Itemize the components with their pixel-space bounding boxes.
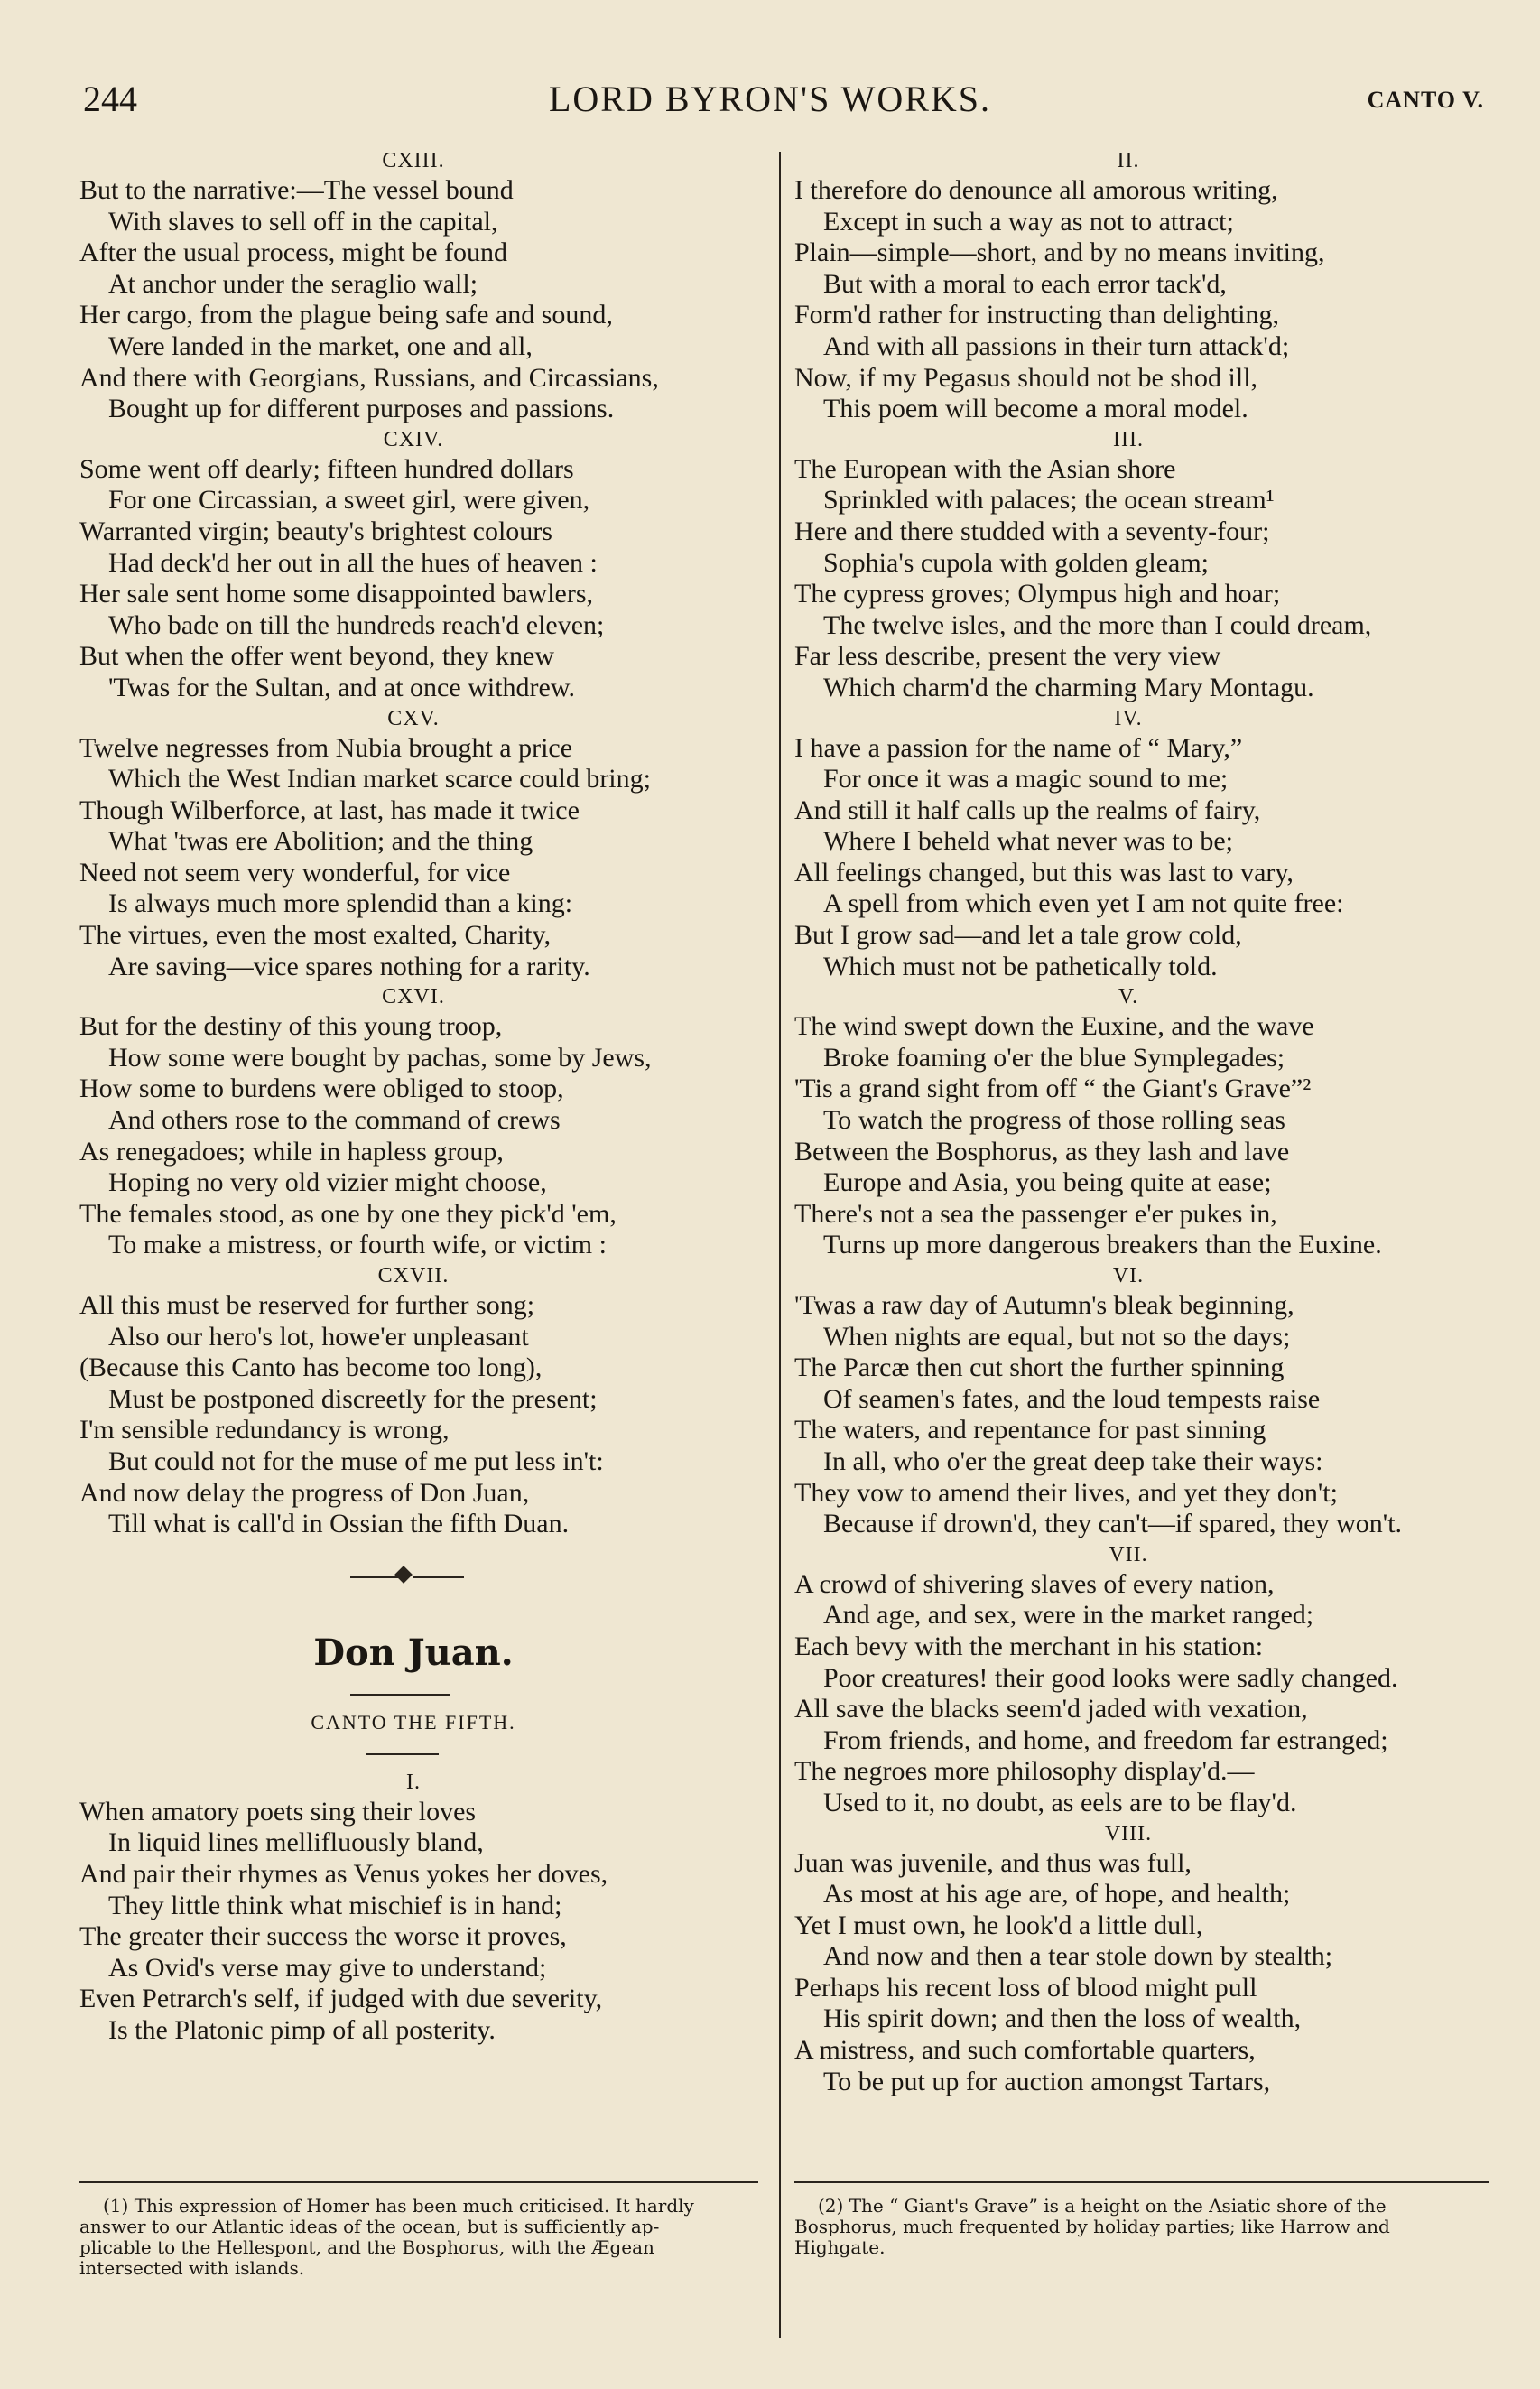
stanza-number: CXIII. — [382, 149, 445, 172]
verse-line: Though Wilberforce, at last, has made it twice — [79, 795, 580, 825]
verse-line: I therefore do denounce all amorous writing, — [794, 175, 1278, 205]
ornamental-divider — [79, 1540, 784, 1622]
verse-line: Twelve negresses from Nubia brought a price — [79, 732, 573, 763]
heading-rule — [366, 1753, 439, 1755]
verse-line: At anchor under the seraglio wall; — [108, 268, 478, 299]
verse-line: All this must be reserved for further song; — [79, 1290, 535, 1320]
stanza — [794, 1540, 1498, 1819]
footnote-line: (1) This expression of Homer has been much criticised. It hardly — [103, 2195, 694, 2217]
footnote-line: Bosphorus, much frequented by holiday parties; like Harrow and — [794, 2216, 1390, 2237]
verse-line: Some went off dearly; fifteen hundred dollars — [79, 453, 574, 484]
verse-line: Are saving—vice spares nothing for a rarity. — [108, 951, 590, 981]
verse-line: Which the West Indian market scarce could bring; — [108, 764, 651, 795]
verse-line: The European with the Asian shore — [794, 453, 1176, 484]
verse-line: What 'twas ere Abolition; and the thing — [108, 826, 533, 857]
verse-line: And now delay the progress of Don Juan, — [79, 1477, 530, 1508]
verse-line: Used to it, no doubt, as eels are to be flay'd. — [823, 1787, 1297, 1817]
verse-line: In all, who o'er the great deep take their ways: — [823, 1445, 1323, 1476]
verse-line: Is always much more splendid than a king: — [108, 888, 573, 919]
verse-line: The cypress groves; Olympus high and hoar; — [794, 579, 1281, 609]
verse-line: Broke foaming o'er the blue Symplegades; — [823, 1042, 1285, 1073]
verse-line: The negroes more philosophy display'd.— — [794, 1756, 1255, 1787]
verse-line: 'Twas a raw day of Autumn's bleak beginning, — [794, 1290, 1294, 1320]
footnote-left — [79, 2196, 765, 2279]
verse-line: The females stood, as one by one they pick'd 'em, — [79, 1198, 617, 1229]
verse-line: Hoping no very old vizier might choose, — [108, 1167, 547, 1198]
verse-line: All feelings changed, but this was last to vary, — [794, 857, 1294, 888]
verse-line: There's not a sea the passenger e'er pukes in, — [794, 1198, 1277, 1229]
verse-line: When amatory poets sing their loves — [79, 1796, 477, 1827]
verse-line: His spirit down; and then the loss of wealth, — [823, 2003, 1302, 2034]
verse-line: From friends, and home, and freedom far estranged; — [823, 1724, 1388, 1755]
stanza — [794, 1261, 1498, 1540]
verse-line: Need not seem very wonderful, for vice — [79, 857, 511, 888]
stanza — [79, 982, 784, 1261]
verse-line: The wind swept down the Euxine, and the wave — [794, 1011, 1314, 1042]
footnote-right — [794, 2196, 1498, 2258]
verse-line: Is the Platonic pimp of all posterity. — [108, 2014, 496, 2045]
stanza — [794, 982, 1498, 1261]
stanza-number: CXVII. — [377, 1264, 450, 1287]
verse-line: A spell from which even yet I am not quite free: — [823, 888, 1344, 919]
verse-line: They vow to amend their lives, and yet they don't; — [794, 1477, 1338, 1508]
verse-line: When nights are equal, but not so the days; — [823, 1321, 1291, 1352]
verse-line: To watch the progress of those rolling seas — [823, 1105, 1285, 1136]
verse-line: Where I beheld what never was to be; — [823, 826, 1233, 857]
verse-line: Form'd rather for instructing than delighting, — [794, 300, 1279, 330]
verse-line: (Because this Canto has become too long), — [79, 1353, 543, 1383]
verse-line: Which charm'd the charming Mary Montagu. — [823, 672, 1314, 702]
verse-line: But when the offer went beyond, they knew — [79, 641, 554, 672]
verse-line: Plain—simple—short, and by no means inviting, — [794, 237, 1325, 268]
verse-line: Juan was juvenile, and thus was full, — [794, 1847, 1192, 1878]
verse-line: Of seamen's fates, and the loud tempests raise — [823, 1383, 1321, 1414]
right-column — [794, 146, 1498, 2097]
verse-line: Bought up for different purposes and passions. — [108, 394, 615, 424]
stanza-number: CXIV. — [383, 427, 444, 451]
stanza — [79, 1768, 784, 2047]
verse-line: But could not for the muse of me put less in't: — [108, 1445, 604, 1476]
stanza-number: II. — [1117, 149, 1140, 172]
verse-line: Must be postponed discreetly for the present; — [108, 1383, 598, 1414]
verse-line: After the usual process, might be found — [79, 237, 508, 268]
canto-heading: CANTO THE FIFTH. — [311, 1710, 516, 1734]
verse-line: A mistress, and such comfortable quarters, — [794, 2035, 1256, 2066]
stanza-number: VIII. — [1104, 1821, 1153, 1845]
verse-line: But with a moral to each error tack'd, — [823, 268, 1227, 299]
verse-line: Europe and Asia, you being quite at ease; — [823, 1167, 1272, 1198]
stanza — [794, 1819, 1498, 2098]
verse-line: In liquid lines mellifluously bland, — [108, 1827, 484, 1858]
stanza — [794, 425, 1498, 704]
stanza — [79, 425, 784, 704]
footnote-line: answer to our Atlantic ideas of the ocean, but is sufficiently ap- — [79, 2216, 660, 2237]
footnote-line: intersected with islands. — [79, 2257, 305, 2279]
poem-title: Don Juan. — [313, 1631, 514, 1674]
footnote-rule-left — [79, 2181, 758, 2183]
stanza-number: IV. — [1114, 706, 1143, 730]
verse-line: The Parcæ then cut short the further spinning — [794, 1353, 1285, 1383]
verse-line: The virtues, even the most exalted, Charity, — [79, 920, 552, 951]
verse-line: Poor creatures! their good looks were sadly changed. — [823, 1662, 1398, 1693]
stanza — [794, 146, 1498, 425]
left-column — [79, 146, 784, 2047]
verse-line: Here and there studded with a seventy-four; — [794, 516, 1270, 546]
stanza-number: CXV. — [387, 706, 440, 730]
verse-line: Her sale sent home some disappointed bawlers, — [79, 579, 594, 609]
stanza — [79, 146, 784, 425]
footnote-line: (2) The “ Giant's Grave” is a height on the Asiatic shore of the — [818, 2195, 1387, 2217]
verse-line: To be put up for auction amongst Tartars, — [823, 2066, 1271, 2096]
verse-line: Who bade on till the hundreds reach'd eleven; — [108, 609, 605, 640]
verse-line: The twelve isles, and the more than I could dream, — [823, 609, 1372, 640]
stanza-number: V. — [1118, 985, 1139, 1009]
stanza-number: VI. — [1112, 1264, 1145, 1287]
verse-line: Between the Bosphorus, as they lash and lave — [794, 1136, 1290, 1167]
verse-line: And there with Georgians, Russians, and Circassians, — [79, 362, 659, 393]
verse-line: As Ovid's verse may give to understand; — [108, 1952, 547, 1983]
verse-line: Sophia's cupola with golden gleam; — [823, 547, 1210, 578]
verse-line: But I grow sad—and let a tale grow cold, — [794, 920, 1242, 951]
page-number: 244 — [83, 79, 137, 119]
verse-line: To make a mistress, or fourth wife, or victim : — [108, 1230, 607, 1260]
verse-line: But for the destiny of this young troop, — [79, 1011, 503, 1042]
verse-line: And now and then a tear stole down by stealth; — [823, 1941, 1333, 1972]
verse-line: Sprinkled with palaces; the ocean stream¹ — [823, 485, 1275, 516]
stanza — [794, 704, 1498, 983]
right-stanzas — [794, 146, 1498, 2097]
verse-line: A crowd of shivering slaves of every nation, — [794, 1568, 1275, 1599]
verse-line: Which must not be pathetically told. — [823, 951, 1218, 981]
verse-line: They little think what mischief is in hand; — [108, 1890, 562, 1920]
verse-line: Were landed in the market, one and all, — [108, 330, 533, 361]
verse-line: Her cargo, from the plague being safe and sound, — [79, 300, 613, 330]
stanza-number: VII. — [1109, 1542, 1148, 1566]
verse-line: Each bevy with the merchant in his station: — [794, 1631, 1264, 1661]
canto-label: CANTO V. — [1367, 87, 1484, 113]
verse-line: How some to burdens were obliged to stoop, — [79, 1074, 564, 1104]
verse-line: Till what is call'd in Ossian the fifth Duan. — [108, 1509, 570, 1539]
verse-line: Perhaps his recent loss of blood might pull — [794, 1972, 1257, 2003]
verse-line: All save the blacks seem'd jaded with vexation, — [794, 1694, 1308, 1724]
verse-line: Because if drown'd, they can't—if spared, they won't. — [823, 1509, 1403, 1539]
verse-line: 'Tis a grand sight from off “ the Giant's Grave”² — [794, 1074, 1312, 1104]
verse-line: As renegadoes; while in hapless group, — [79, 1136, 504, 1167]
verse-line: Warranted virgin; beauty's brightest colours — [79, 516, 552, 546]
footnote-line: plicable to the Hellespont, and the Bosphorus, with the Ægean — [79, 2236, 654, 2258]
verse-line: Now, if my Pegasus should not be shod ill, — [794, 362, 1258, 393]
verse-line: And age, and sex, were in the market ranged; — [823, 1600, 1314, 1631]
stanza — [79, 1261, 784, 1540]
verse-line: As most at his age are, of hope, and health; — [823, 1879, 1291, 1910]
stanza-number: CXVI. — [382, 985, 445, 1009]
verse-line: 'Twas for the Sultan, and at once withdrew. — [108, 672, 576, 702]
verse-line: But to the narrative:—The vessel bound — [79, 175, 514, 205]
verse-line: And pair their rhymes as Venus yokes her doves, — [79, 1858, 608, 1889]
left-stanzas-before — [79, 146, 784, 1540]
verse-line: The greater their success the worse it proves, — [79, 1921, 567, 1952]
verse-line: How some were bought by pachas, some by Jews, — [108, 1042, 652, 1073]
verse-line: For once it was a magic sound to me; — [823, 764, 1229, 795]
verse-line: The waters, and repentance for past sinning — [794, 1415, 1266, 1445]
verse-line: I'm sensible redundancy is wrong, — [79, 1415, 450, 1445]
verse-line: And others rose to the command of crews — [108, 1105, 561, 1136]
verse-line: I have a passion for the name of “ Mary,” — [794, 732, 1243, 763]
verse-line: Had deck'd her out in all the hues of heaven : — [108, 547, 598, 578]
footnote-line: Highgate. — [794, 2236, 886, 2258]
verse-line: And with all passions in their turn attack'd; — [823, 330, 1290, 361]
verse-line: With slaves to sell off in the capital, — [108, 206, 498, 237]
verse-line: Even Petrarch's self, if judged with due severity, — [79, 1984, 603, 2014]
verse-line: Except in such a way as not to attract; — [823, 206, 1234, 237]
verse-line: Turns up more dangerous breakers than the Euxine. — [823, 1230, 1382, 1260]
left-stanzas-after — [79, 1768, 784, 2047]
running-title: LORD BYRON'S WORKS. — [548, 79, 992, 119]
verse-line: Far less describe, present the very view — [794, 641, 1221, 672]
stanza-number: I. — [406, 1770, 421, 1794]
footnote-rule-right — [794, 2181, 1489, 2183]
verse-line: This poem will become a moral model. — [823, 394, 1248, 424]
stanza-number: III. — [1113, 427, 1144, 451]
page-header — [0, 0, 1540, 144]
verse-line: For one Circassian, a sweet girl, were given, — [108, 485, 590, 516]
verse-line: Yet I must own, he look'd a little dull, — [794, 1910, 1203, 1940]
verse-line: And still it half calls up the realms of fairy, — [794, 795, 1261, 825]
stanza — [79, 704, 784, 983]
verse-line: Also our hero's lot, howe'er unpleasant — [108, 1321, 529, 1352]
